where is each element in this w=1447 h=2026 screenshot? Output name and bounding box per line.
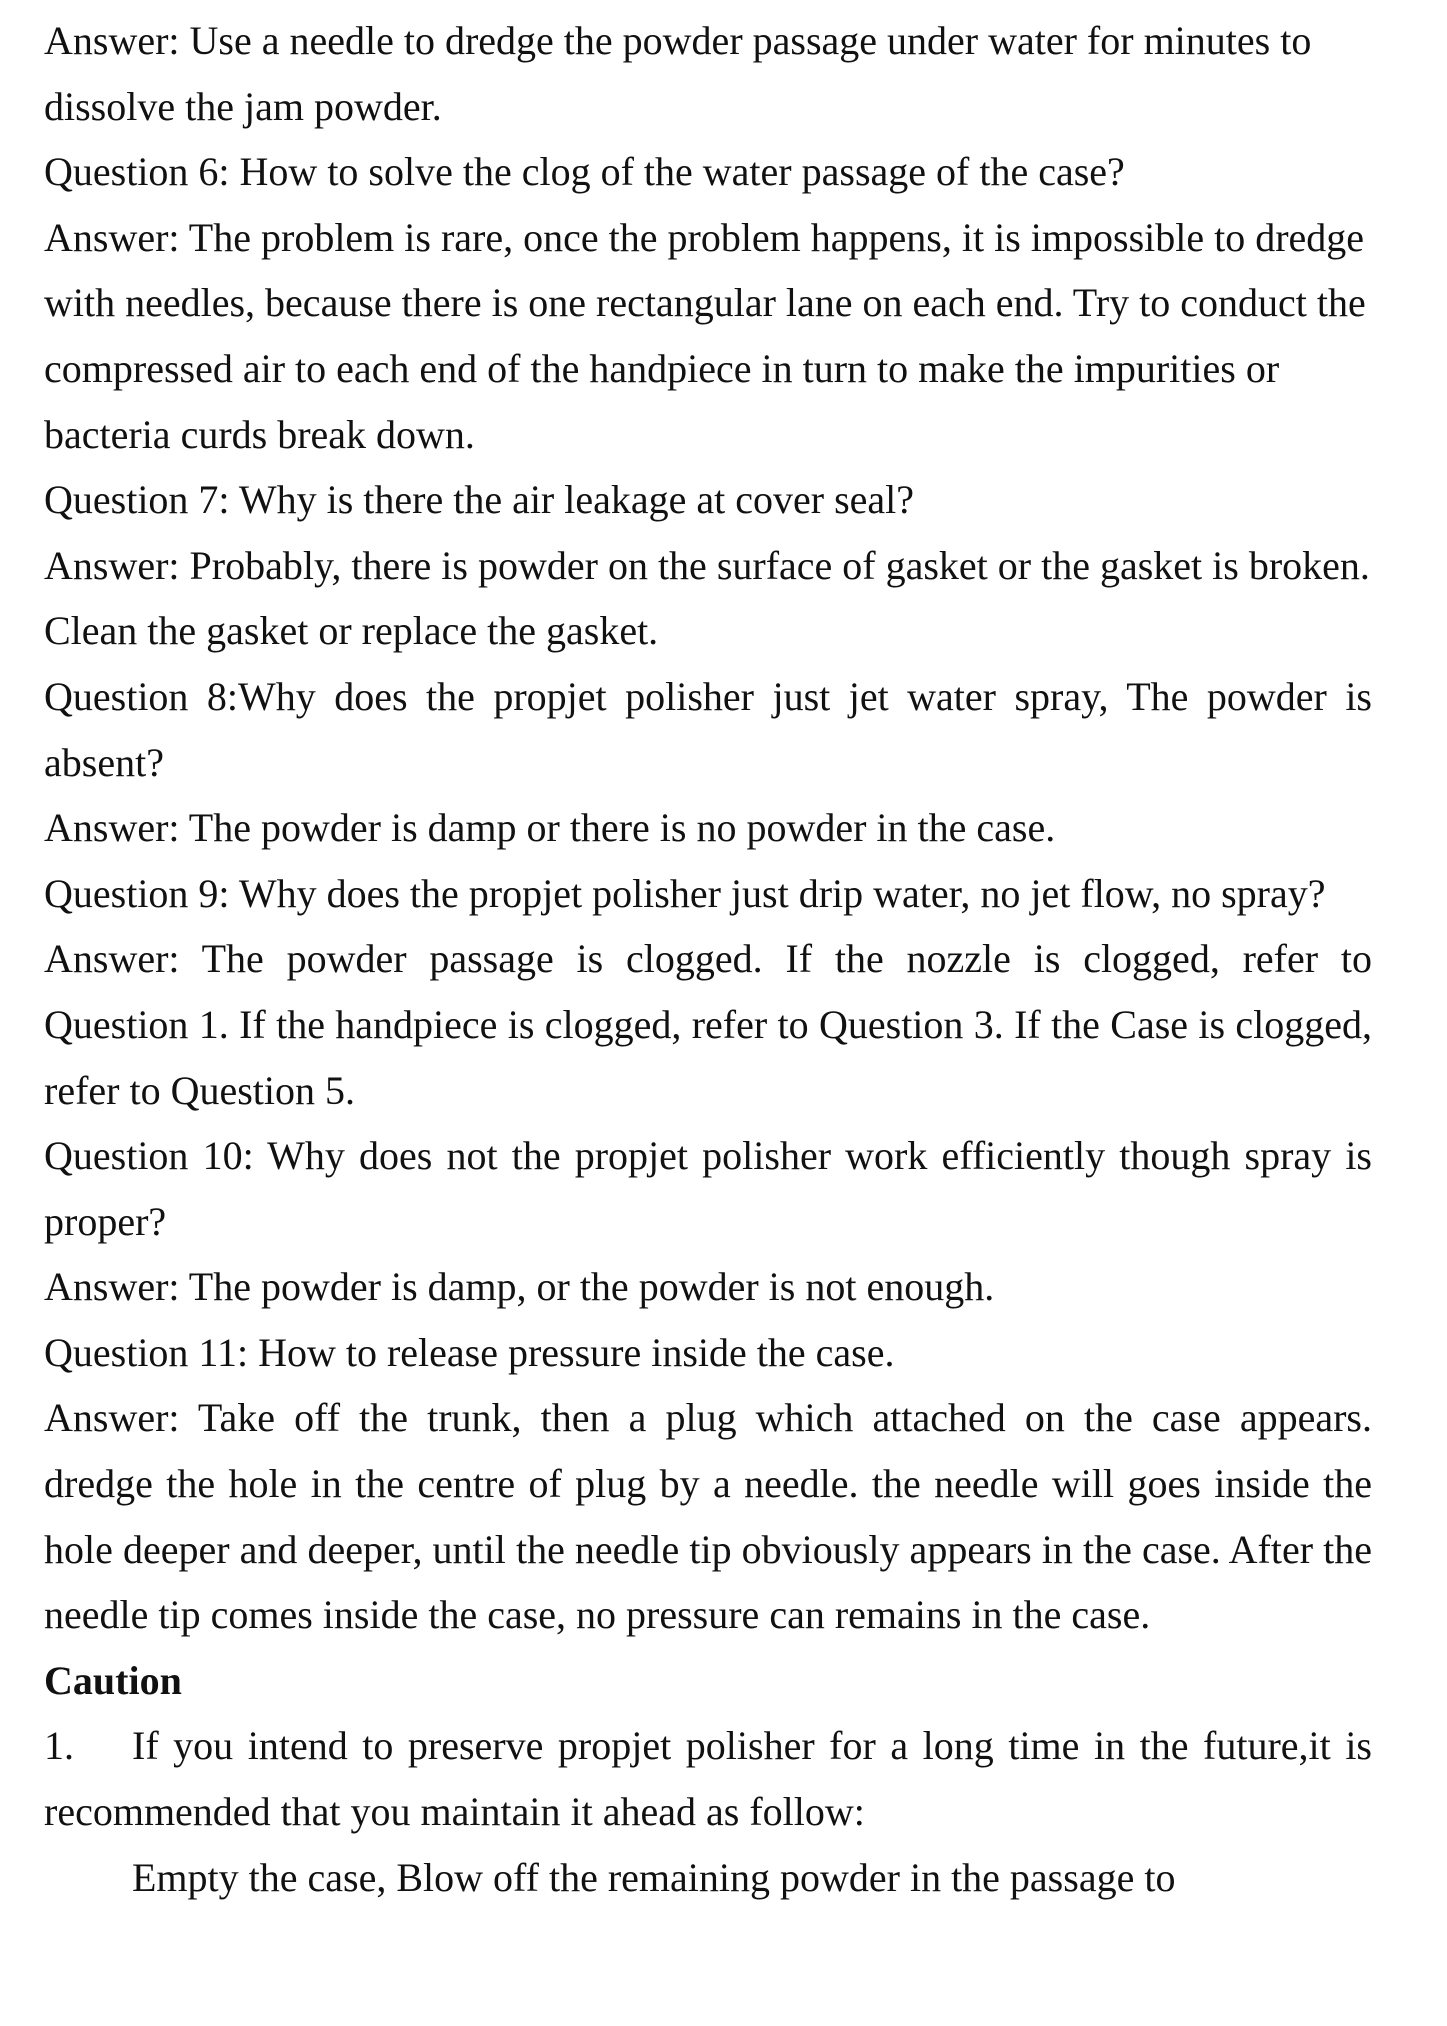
- question-10: Question 10: Why does not the propjet polisher work efficiently though spray is proper?: [44, 1133, 1372, 1244]
- answer-8: Answer: The powder is damp or there is no powder in the case.: [44, 805, 1056, 851]
- caution-heading: Caution: [44, 1657, 182, 1703]
- answer-6: Answer: The problem is rare, once the problem happens, it is impossible to dredge with needles, because there is one rectangular lane on each end. Try to conduct the compressed air to each end of the handpiece in turn to make the impurities or bacteria curds break down.: [44, 214, 1366, 457]
- answer-11: Answer: Take off the trunk, then a plug which attached on the case appears. dredge the hole in the centre of plug by a needle. the needle will goes inside the hole deeper and deeper, until the needle tip obviously appears in the case. After the needle tip comes inside the case, no pressure can remains in the case.: [44, 1395, 1372, 1638]
- caution-item-1-number: 1.: [44, 1723, 74, 1769]
- document-page: [44, 8, 1372, 1910]
- answer-9: Answer: The powder passage is clogged. If the nozzle is clogged, refer to Question 1. If the handpiece is clogged, refer to Question 3. If the Case is clogged, refer to Question 5.: [44, 936, 1372, 1113]
- caution-item-1: [44, 1713, 1372, 1844]
- question-8: Question 8:Why does the propjet polisher just jet water spray, The powder is absent?: [44, 673, 1372, 785]
- caution-item-1-text: If you intend to preserve propjet polisher for a long time in the future,it is recommended that you maintain it ahead as follow:: [44, 1723, 1372, 1835]
- answer-7: Answer: Probably, there is powder on the surface of gasket or the gasket is broken. Clean the gasket or replace the gasket.: [44, 542, 1370, 654]
- question-6: Question 6: How to solve the clog of the water passage of the case?: [44, 149, 1125, 195]
- answer-5: Answer: Use a needle to dredge the powder passage under water for minutes to dissolve the jam powder.: [44, 18, 1312, 129]
- question-7: Question 7: Why is there the air leakage at cover seal?: [44, 477, 915, 523]
- answer-10: Answer: The powder is damp, or the powder is not enough.: [44, 1264, 995, 1310]
- question-11: Question 11: How to release pressure inside the case.: [44, 1329, 895, 1375]
- caution-item-1-subtext: Empty the case, Blow off the remaining powder in the passage to: [132, 1854, 1176, 1900]
- question-9: Question 9: Why does the propjet polisher just drip water, no jet flow, no spray?: [44, 870, 1326, 916]
